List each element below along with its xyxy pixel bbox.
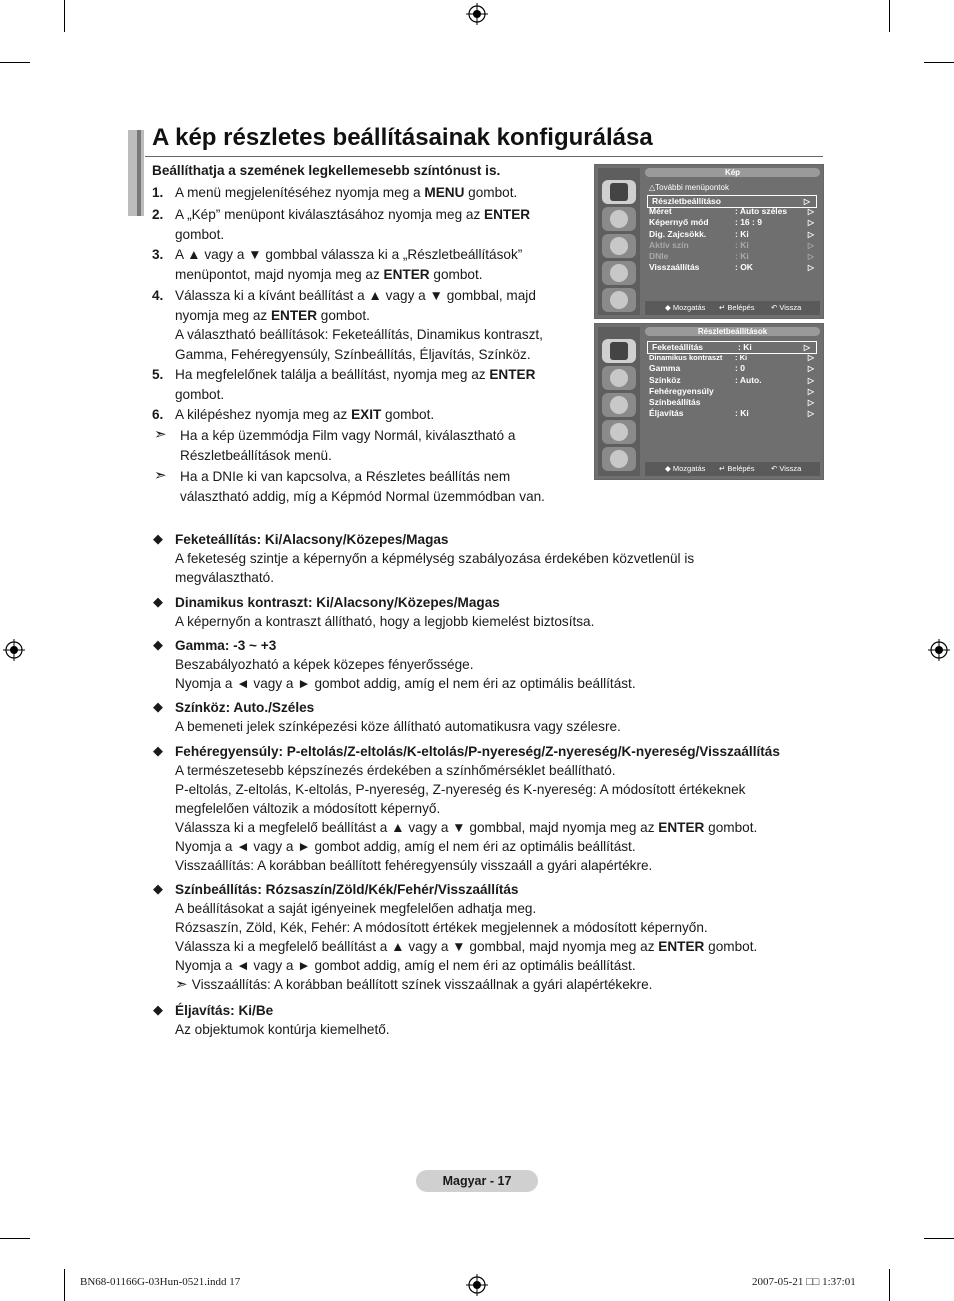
osd-row-label: Színbeállítás <box>649 397 701 407</box>
osd-row <box>645 408 820 419</box>
osd-arrow-icon: ▷ <box>807 386 814 396</box>
osd-row-value: : OK <box>735 262 753 273</box>
setting-line: megválasztható. <box>175 570 274 585</box>
osd-row <box>645 363 820 374</box>
title-accent-bar <box>137 130 141 216</box>
osd-icon-column <box>598 327 640 476</box>
crop-mark <box>0 62 30 63</box>
note-text: Ha a kép üzemmódja Film vagy Normál, kiválasztható a Részletbeállítások menü. <box>180 428 516 463</box>
setting-line: A képernyőn a kontraszt állítható, hogy a legjobb kiemelést biztosítsa. <box>175 614 595 629</box>
osd-arrow-icon: ▷ <box>807 218 814 228</box>
diamond-bullet-icon: ◆ <box>153 531 163 546</box>
diamond-bullet-icon: ◆ <box>153 881 163 896</box>
setting-line: Válassza ki a megfelelő beállítást a ▲ vagy a ▼ gombbal, majd nyomja meg az ENTER gombot. <box>175 820 758 835</box>
osd-row-label: Gamma <box>649 363 681 374</box>
registration-mark-icon <box>928 639 950 661</box>
osd-menu-icon <box>602 393 636 417</box>
osd-arrow-icon: ▷ <box>807 364 814 374</box>
osd-detail-menu <box>594 323 824 480</box>
osd-enter-hint: ↵ Belépés <box>719 303 755 312</box>
osd-header: Részletbeállítások <box>645 327 820 336</box>
osd-arrow-icon: ▷ <box>807 409 814 419</box>
osd-menu-icon <box>602 420 636 444</box>
osd-row-label: Színköz <box>649 374 681 385</box>
diamond-bullet-icon: ◆ <box>153 637 163 652</box>
osd-icon-glyph <box>610 450 628 468</box>
osd-row-label: Képernyő mód <box>649 217 709 228</box>
osd-row-value: : Ki <box>738 342 752 352</box>
page-number: Magyar - 17 <box>416 1170 538 1192</box>
crop-mark <box>64 1269 65 1301</box>
setting-line: P-eltolás, Z-eltolás, K-eltolás, P-nyereség, Z-nyereség és K-nyereség: A módosított értékeknek <box>175 782 746 797</box>
osd-arrow-icon: ▷ <box>807 353 814 363</box>
osd-icon-glyph <box>610 210 628 228</box>
osd-row-value: : Ki <box>735 228 749 239</box>
osd-icon-glyph <box>610 423 628 441</box>
setting-heading: Színbeállítás: Rózsaszín/Zöld/Kék/Fehér/Visszaállítás <box>175 882 519 897</box>
osd-back-hint: ↶ Vissza <box>771 464 802 473</box>
osd-row-label: Részletbeállításo <box>652 196 721 206</box>
note-text: Ha a DNIe ki van kapcsolva, a Részletes beállítás nem választható addig, míg a Képmód Normal üzemmódban van. <box>180 469 545 504</box>
osd-icon-glyph <box>610 183 628 201</box>
crop-mark <box>889 0 890 32</box>
osd-menu-icon <box>602 447 636 471</box>
osd-enter-hint: ↵ Belépés <box>719 464 755 473</box>
osd-row <box>645 251 820 262</box>
setting-line: A természetesebb képszínezés érdekében a színhőmérséklet beállítható. <box>175 763 616 778</box>
setting-heading: Éljavítás: Ki/Be <box>175 1003 274 1018</box>
setting-line: Rózsaszín, Zöld, Kék, Fehér: A módosított értékek megjelennek a módosított képernyőn. <box>175 920 708 935</box>
osd-arrow-icon: ▷ <box>803 343 810 352</box>
osd-icon-glyph <box>610 342 628 360</box>
osd-picture-menu <box>594 164 824 319</box>
setting-line: megfelelően változik a módosított képernyő. <box>175 801 441 816</box>
setting-heading: Dinamikus kontraszt: Ki/Alacsony/Közepes/Magas <box>175 595 500 610</box>
osd-menu-icon <box>602 234 636 258</box>
setting-line: A beállításokat a saját igényeinek megfelelően adhatja meg. <box>175 901 537 916</box>
step-text: A menü megjelenítéséhez nyomja meg a MENU gombot. <box>175 185 518 200</box>
osd-menu-icon <box>602 366 636 390</box>
page-title: A kép részletes beállításainak konfigurálása <box>152 124 653 151</box>
osd-menu-icon <box>602 261 636 285</box>
osd-row-label: Aktív szín <box>649 239 689 250</box>
crop-mark <box>889 1269 890 1301</box>
diamond-bullet-icon: ◆ <box>153 743 163 758</box>
setting-line: Beszabályozható a képek közepes fényerőssége. <box>175 657 474 672</box>
osd-row <box>645 375 820 386</box>
setting-line: Az objektumok kontúrja kiemelhető. <box>175 1022 390 1037</box>
osd-row <box>645 217 820 228</box>
osd-row-value: : Ki <box>735 239 749 250</box>
step-text: Válassza ki a kívánt beállítást a ▲ vagy a ▼ gombbal, majd nyomja meg az ENTER gombot. A választható beállítások: Feketeállítás, Dinamikus kontraszt, Gamma, Fehéregyensúly, Színbeállítás, Éljavítás, Színköz. <box>175 288 543 362</box>
diamond-bullet-icon: ◆ <box>153 594 163 609</box>
osd-body <box>645 339 820 457</box>
osd-row <box>645 229 820 240</box>
setting-line: Nyomja a ◄ vagy a ► gombot addig, amíg el nem éri az optimális beállítást. <box>175 958 636 973</box>
step-number: 5. <box>152 367 164 382</box>
osd-row-label: Dig. Zajcsökk. <box>649 228 707 239</box>
osd-row-label: Visszaállítás <box>649 262 700 273</box>
osd-icon-glyph <box>610 291 628 309</box>
setting-line: Nyomja a ◄ vagy a ► gombot addig, amíg el nem éri az optimális beállítást. <box>175 676 636 691</box>
crop-mark <box>924 62 954 63</box>
setting-note-text: Visszaállítás: A korábban beállított színek visszaállnak a gyári alapértékekre. <box>191 977 653 992</box>
title-accent-bar <box>128 130 144 216</box>
osd-icon-glyph <box>610 369 628 387</box>
osd-footer <box>645 301 820 315</box>
osd-icon-glyph <box>610 264 628 282</box>
step-text: A kilépéshez nyomja meg az EXIT gombot. <box>175 407 435 422</box>
osd-icon-glyph <box>610 237 628 255</box>
osd-row <box>645 206 820 217</box>
title-rule <box>145 156 823 157</box>
osd-header: Kép <box>645 168 820 177</box>
osd-row-label: Feketeállítás <box>652 342 704 352</box>
osd-row-value: : Auto. <box>735 374 762 385</box>
step-number: 4. <box>152 288 164 303</box>
note-arrow-icon: ➣ <box>175 976 192 993</box>
crop-mark <box>0 1238 30 1239</box>
osd-icon-column <box>598 168 640 315</box>
setting-note <box>175 975 652 994</box>
setting-heading: Fehéregyensúly: P-eltolás/Z-eltolás/K-eltolás/P-nyereség/Z-nyereség/K-nyereség/Visszaállítás <box>175 744 780 759</box>
osd-row-value: : Ki <box>735 251 749 261</box>
osd-row-label: DNIe <box>649 251 669 261</box>
setting-heading: Gamma: -3 ~ +3 <box>175 638 277 653</box>
osd-row-value: : 0 <box>735 363 745 374</box>
osd-arrow-icon: ▷ <box>807 375 814 385</box>
footer-file: BN68-01166G-03Hun-0521.indd 17 <box>80 1276 241 1288</box>
setting-heading: Színköz: Auto./Széles <box>175 700 315 715</box>
step-text: A „Kép” menüpont kiválasztásához nyomja meg az ENTER gombot. <box>175 207 531 242</box>
osd-move-hint: ◆ Mozgatás <box>665 464 706 473</box>
osd-menu-icon <box>602 339 636 363</box>
step-text: Ha megfelelőnek találja a beállítást, nyomja meg az ENTER gombot. <box>175 367 536 402</box>
osd-arrow-icon: ▷ <box>807 240 814 250</box>
osd-arrow-icon: ▷ <box>807 207 814 217</box>
diamond-bullet-icon: ◆ <box>153 1002 163 1017</box>
osd-row-value: : 16 : 9 <box>735 217 762 228</box>
osd-submenu-text: △További menüpontok <box>649 183 729 192</box>
osd-icon-glyph <box>610 396 628 414</box>
osd-menu-icon <box>602 207 636 231</box>
osd-arrow-icon: ▷ <box>803 197 810 206</box>
osd-arrow-icon: ▷ <box>807 398 814 407</box>
setting-line: Nyomja a ◄ vagy a ► gombot addig, amíg el nem éri az optimális beállítást. <box>175 839 636 854</box>
osd-row-value: : Ki <box>735 408 749 419</box>
osd-row <box>645 397 820 408</box>
osd-row <box>645 352 820 363</box>
setting-line: A feketeség szintje a képernyőn a képmélység szabályozása érdekében közvetlenül is <box>175 551 695 566</box>
step-text: A ▲ vagy a ▼ gombbal válassza ki a „Részletbeállítások” menüpontot, majd nyomja meg az ENTER gombot. <box>175 247 523 282</box>
step-number: 3. <box>152 247 164 262</box>
note-arrow-icon: ➣ <box>154 467 167 484</box>
osd-arrow-icon: ▷ <box>807 252 814 261</box>
osd-row <box>645 240 820 251</box>
footer-date: 2007-05-21 □□ 1:37:01 <box>752 1276 856 1288</box>
osd-menu-icon <box>602 180 636 204</box>
registration-mark-icon <box>466 3 488 25</box>
osd-submenu-label <box>645 182 820 193</box>
osd-row-label: Dinamikus kontraszt <box>649 353 723 363</box>
osd-row <box>645 262 820 273</box>
setting-line: Válassza ki a megfelelő beállítást a ▲ vagy a ▼ gombbal, majd nyomja meg az ENTER gombot. <box>175 939 758 954</box>
osd-row-label: Fehéregyensúly <box>649 385 714 396</box>
osd-arrow-icon: ▷ <box>807 263 814 273</box>
osd-move-hint: ◆ Mozgatás <box>665 303 706 312</box>
step-number: 2. <box>152 207 164 222</box>
registration-mark-icon <box>3 639 25 661</box>
setting-heading: Feketeállítás: Ki/Alacsony/Közepes/Magas <box>175 532 449 547</box>
osd-menu-icon <box>602 288 636 312</box>
registration-mark-icon <box>466 1274 488 1296</box>
osd-row <box>645 386 820 397</box>
note-arrow-icon: ➣ <box>154 426 167 443</box>
crop-mark <box>924 1238 954 1239</box>
setting-line: A bemeneti jelek színképezési köze állítható automatikusra vagy szélesre. <box>175 719 621 734</box>
osd-arrow-icon: ▷ <box>807 229 814 239</box>
osd-back-hint: ↶ Vissza <box>771 303 802 312</box>
crop-mark <box>64 0 65 32</box>
osd-row-value: : Auto széles <box>735 206 788 217</box>
osd-body <box>645 180 820 296</box>
osd-footer <box>645 462 820 476</box>
setting-line: Visszaállítás: A korábban beállított fehéregyensúly visszaáll a gyári alapértékre. <box>175 858 653 873</box>
osd-row-value: : Ki <box>735 353 748 363</box>
diamond-bullet-icon: ◆ <box>153 699 163 714</box>
step-number: 1. <box>152 185 164 200</box>
osd-row-label: Éljavítás <box>649 408 684 419</box>
intro-text: Beállíthatja a szemének legkellemesebb színtónust is. <box>152 163 501 178</box>
step-number: 6. <box>152 407 164 422</box>
osd-row-label: Méret <box>649 206 672 217</box>
